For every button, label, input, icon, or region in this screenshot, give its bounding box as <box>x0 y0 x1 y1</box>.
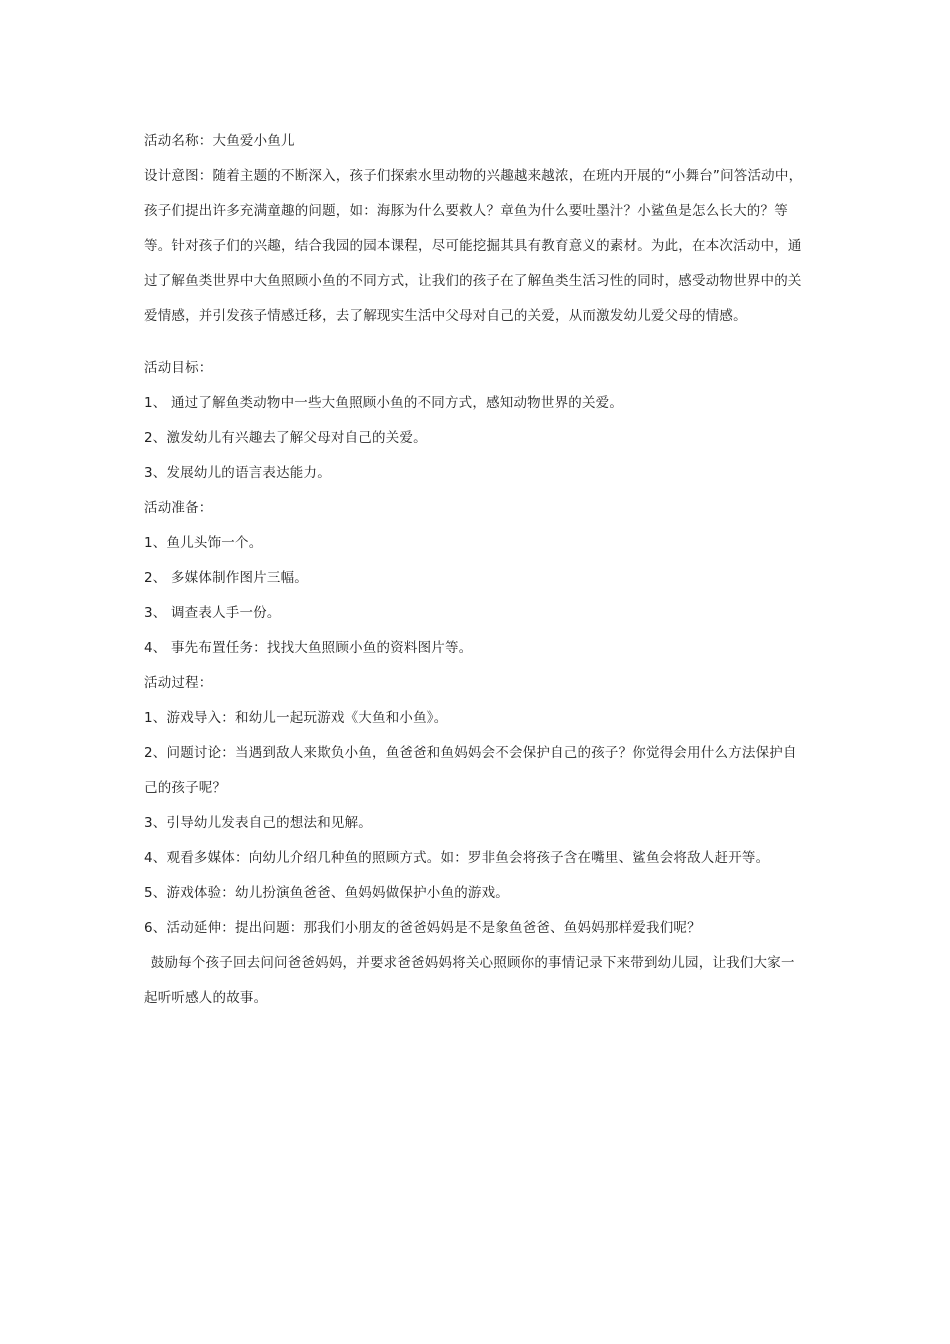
process-step: 4、观看多媒体：向幼儿介绍几种鱼的照顾方式。如：罗非鱼会将孩子含在嘴里、鲨鱼会将敌人赶开等。 <box>144 850 770 866</box>
process-step: 2、问题讨论：当遇到敌人来欺负小鱼，鱼爸爸和鱼妈妈会不会保护自己的孩子？你觉得会用什么方法保护自己的孩子呢？ <box>144 745 797 796</box>
closing-paragraph: 鼓励每个孩子回去问问爸爸妈妈，并要求爸爸妈妈将关心照顾你的事情记录下来带到幼儿园，让我们大家一起听听感人的故事。 <box>144 955 795 1006</box>
process-step: 1、游戏导入：和幼儿一起玩游戏《大鱼和小鱼》。 <box>144 710 448 726</box>
goal-item: 2、激发幼儿有兴趣去了解父母对自己的关爱。 <box>144 430 427 446</box>
process-step: 6、活动延伸：提出问题：那我们小朋友的爸爸妈妈是不是象鱼爸爸、鱼妈妈那样爱我们呢？ <box>144 920 701 936</box>
goals-heading: 活动目标： <box>144 360 213 376</box>
activity-name: 活动名称：大鱼爱小鱼儿 <box>144 133 295 149</box>
prep-item: 2、 多媒体制作图片三幅。 <box>144 570 308 586</box>
prep-item: 1、鱼儿头饰一个。 <box>144 535 263 551</box>
design-intent: 设计意图：随着主题的不断深入，孩子们探索水里动物的兴趣越来越浓，在班内开展的“小舞台”问答活动中，孩子们提出许多充满童趣的问题，如：海豚为什么要救人？章鱼为什么要吐墨汁？小鲨鱼是怎么长大的？等等。针对孩子们的兴趣，结合我园的园本课程，尽可能挖掘其具有教育意义的素材。为此，在本次活动中，通过了解鱼类世界中大鱼照顾小鱼的不同方式，让我们的孩子在了解鱼类生活习性的同时，感受动物世界中的关爱情感，并引发孩子情感迁移，去了解现实生活中父母对自己的关爱，从而激发幼儿爱父母的情感。 <box>144 168 803 324</box>
goal-item: 1、 通过了解鱼类动物中一些大鱼照顾小鱼的不同方式，感知动物世界的关爱。 <box>144 395 624 411</box>
process-heading: 活动过程： <box>144 675 213 691</box>
prep-item: 4、 事先布置任务：找找大鱼照顾小鱼的资料图片等。 <box>144 640 473 656</box>
goal-item: 3、发展幼儿的语言表达能力。 <box>144 465 331 481</box>
prep-item: 3、 调查表人手一份。 <box>144 605 281 621</box>
prep-heading: 活动准备： <box>144 500 213 516</box>
paragraph-gap <box>144 334 808 351</box>
document-body <box>144 124 808 1016</box>
process-step: 3、引导幼儿发表自己的想法和见解。 <box>144 815 372 831</box>
process-step: 5、游戏体验：幼儿扮演鱼爸爸、鱼妈妈做保护小鱼的游戏。 <box>144 885 509 901</box>
